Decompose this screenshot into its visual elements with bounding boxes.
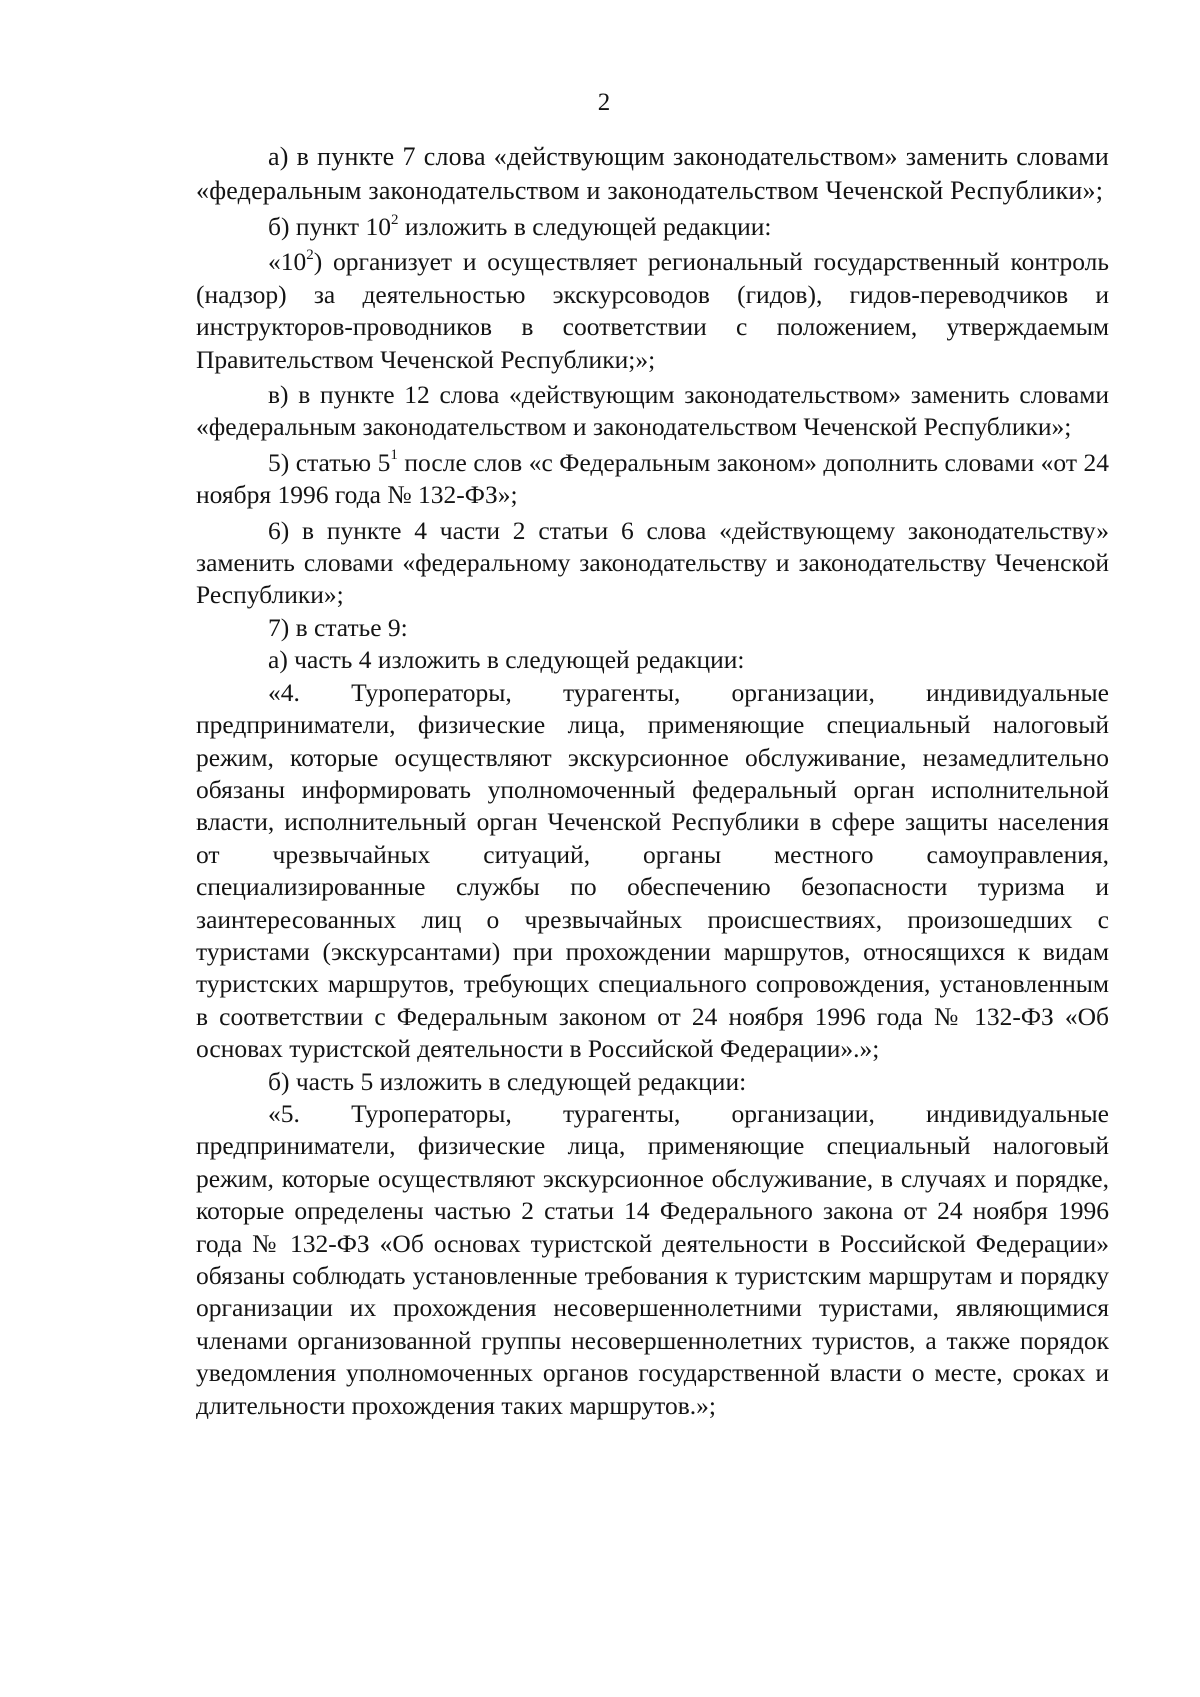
paragraph-text-after: изложить в следующей редакции: [398, 212, 772, 241]
superscript: 1 [390, 447, 398, 464]
paragraph-part-4-heading: а) часть 4 изложить в следующей редакции: [268, 645, 745, 675]
paragraph-text-before: 5) статью 5 [268, 447, 391, 477]
paragraph-amend-point-10-2 [196, 211, 1109, 243]
paragraph-part-5-text: «5. Туроператоры, турагенты, организации, индивидуальные предприниматели, физические лица, применяющие специальный налоговый режим, которые осуществляют экскурсионное обслуживание, в случаях и порядке, которые определены частью 2 статьи 14 Федерального закона от 24 ноября 1996 года № 132-ФЗ «Об основах туристской деятельности в Российской Федерации» обязаны соблюдать установленные требования к туристским маршрутам и порядку организации их прохождения несовершеннолетними туристами, являющимися членами организованной группы несовершеннолетних туристов, а также порядок уведомления уполномоченных органов государственной власти о месте, сроках и длительности прохождения таких маршрутов.»; [196, 1098, 1109, 1420]
paragraph-point-10-2-text [196, 246, 1109, 376]
paragraph-amend-point-7: а) в пункте 7 слова «действующим законодательством» заменить словами «федеральным законодательством и законодательством Чеченской Республики»; [196, 142, 1109, 205]
page-number: 2 [597, 89, 611, 116]
paragraph-part-5-heading: б) часть 5 изложить в следующей редакции: [268, 1066, 747, 1096]
paragraph-amend-article-5-1 [196, 447, 1109, 512]
superscript: 2 [390, 211, 399, 228]
paragraph-text-before: «10 [268, 247, 307, 277]
paragraph-amend-article-6: 6) в пункте 4 части 2 статьи 6 слова «действующему законодательству» заменить словами «федеральному законодательству и законодательству Чеченской Республики»; [196, 515, 1109, 610]
paragraph-article-9-heading: 7) в статье 9: [268, 612, 408, 642]
document-body [196, 140, 1109, 1422]
superscript: 2 [306, 246, 314, 263]
paragraph-text-after: ) организует и осуществляет региональный государственный контроль (надзор) за деятельностью экскурсоводов (гидов), гидов-переводчиков и инструкторов-проводников в соответствии с положением, утверждаемым Правительством Чеченской Республики;»; [196, 247, 1109, 374]
paragraph-amend-point-12: в) в пункте 12 слова «действующим законодательством» заменить словами «федеральным законодательством и законодательством Чеченской Республики»; [196, 380, 1109, 442]
paragraph-part-4-text: «4. Туроператоры, турагенты, организации, индивидуальные предприниматели, физические лица, применяющие специальный налоговый режим, которые осуществляют экскурсионное обслуживание, незамедлительно обязаны информировать уполномоченный федеральный орган исполнительной власти, исполнительный орган Чеченской Республики в сфере защиты населения от чрезвычайных ситуаций, органы местного самоуправления, специализированные службы по обеспечению безопасности туризма и заинтересованных лиц о чрезвычайных происшествиях, произошедших с туристами (экскурсантами) при прохождении маршрутов, относящихся к видам туристских маршрутов, требующих специального сопровождения, установленным в соответствии с Федеральным законом от 24 ноября 1996 года № 132-ФЗ «Об основах туристской деятельности в Российской Федерации».»; [196, 677, 1109, 1064]
paragraph-text-before: б) пункт 10 [268, 212, 391, 241]
paragraph-text-after: после слов «с Федеральным законом» дополнить словами «от 24 ноября 1996 года № 132-ФЗ»; [196, 447, 1110, 510]
